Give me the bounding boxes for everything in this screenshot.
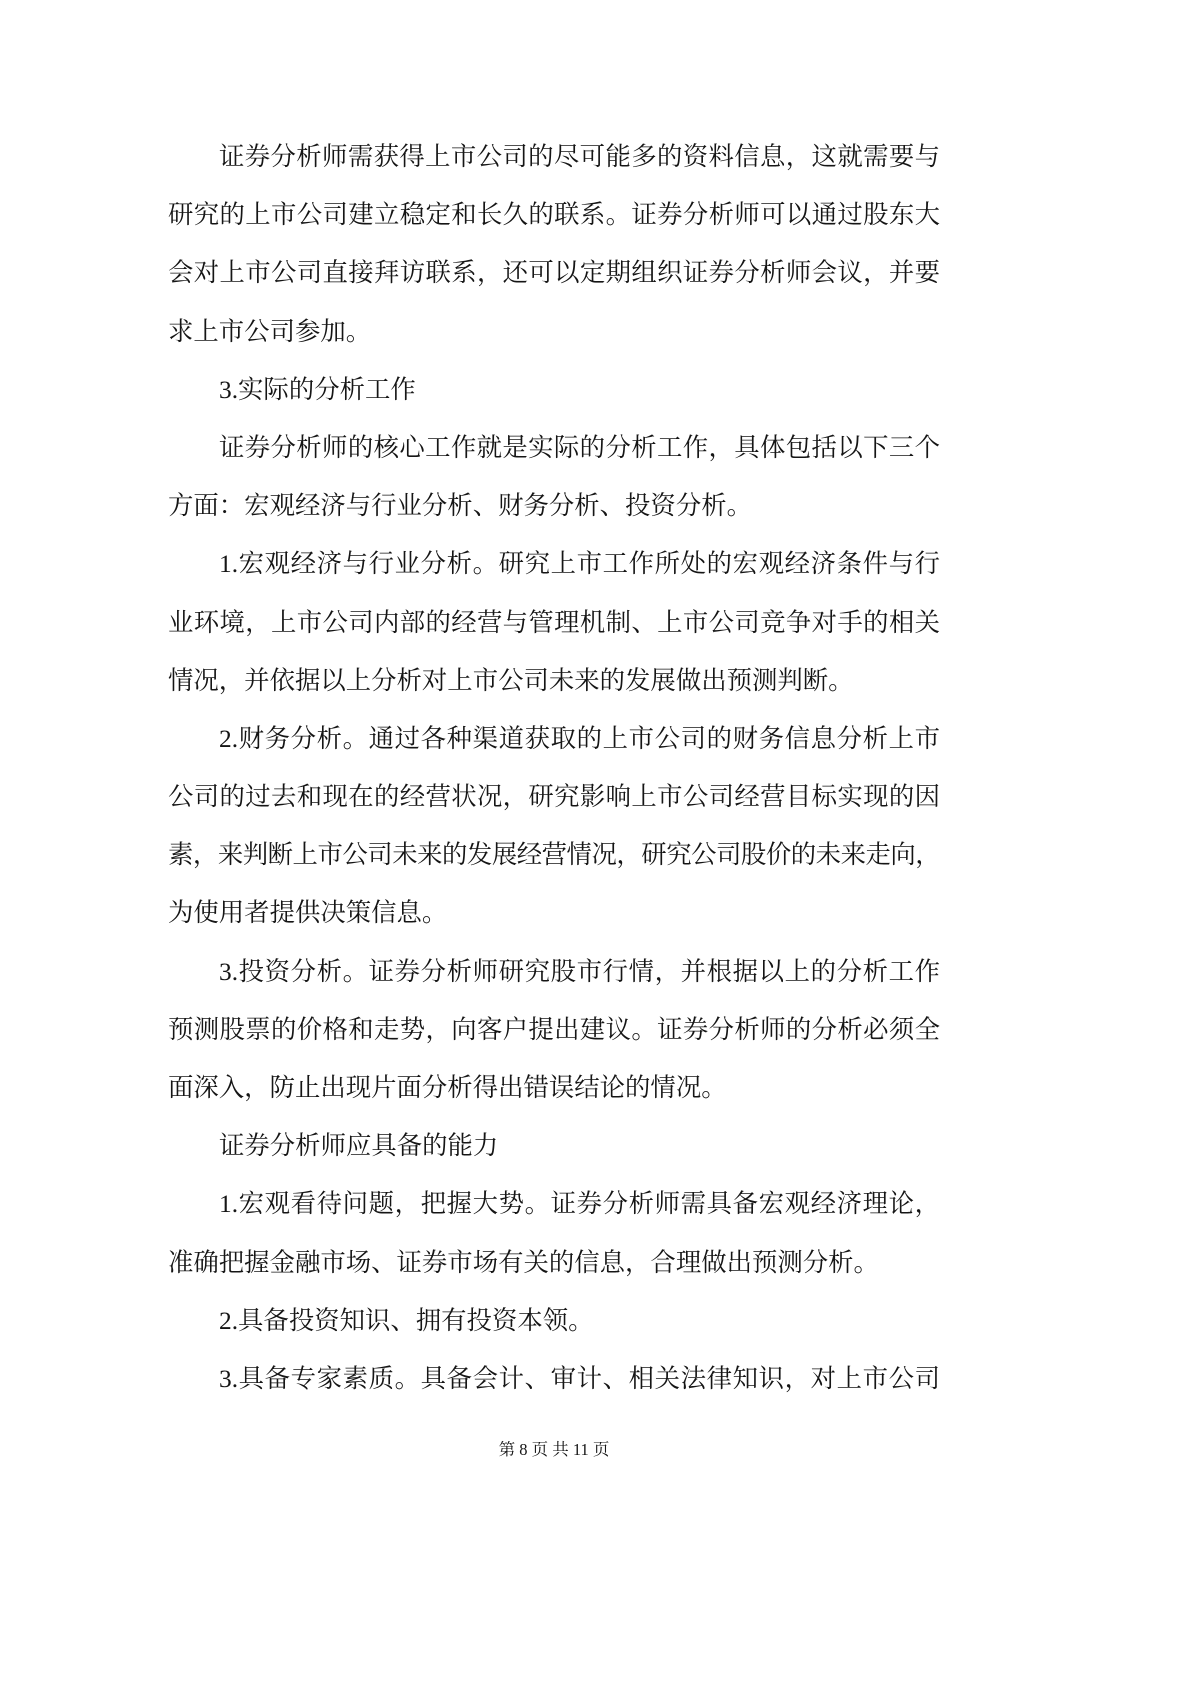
text-line: 预测股票的价格和走势，向客户提出建议。证券分析师的分析必须全 bbox=[168, 1015, 940, 1044]
text-line: 3.具备专家素质。具备会计、审计、相关法律知识，对上市公司 bbox=[219, 1364, 940, 1393]
text-line: 情况，并依据以上分析对上市公司未来的发展做出预测判断。 bbox=[168, 666, 854, 695]
section-heading: 证券分析师应具备的能力 bbox=[219, 1132, 499, 1161]
text-line: 3.投资分析。证券分析师研究股市行情，并根据以上的分析工作 bbox=[219, 957, 940, 986]
paragraph-ability-expert bbox=[168, 1350, 940, 1408]
text-line: 1.宏观看待问题，把握大势。证券分析师需具备宏观经济理论， bbox=[219, 1190, 940, 1219]
paragraph-investment-analysis bbox=[168, 943, 940, 1118]
document-body bbox=[168, 128, 940, 1408]
text-line: 面深入，防止出现片面分析得出错误结论的情况。 bbox=[168, 1074, 727, 1102]
paragraph-macro-analysis bbox=[168, 535, 940, 710]
paragraph-ability-investment bbox=[168, 1292, 940, 1350]
text-line: 2.具备投资知识、拥有投资本领。 bbox=[219, 1306, 594, 1335]
text-line: 公司的过去和现在的经营状况，研究影响上市公司经营目标实现的因 bbox=[168, 783, 940, 812]
paragraph-financial-analysis bbox=[168, 710, 940, 943]
section-heading-analysis-work bbox=[168, 361, 940, 419]
section-heading: 3.实际的分析工作 bbox=[219, 375, 416, 404]
paragraph-ability-macro bbox=[168, 1175, 940, 1291]
section-heading-abilities bbox=[168, 1117, 940, 1175]
text-line: 素，来判断上市公司未来的发展经营情况，研究公司股价的未来走向， bbox=[168, 841, 940, 870]
text-line: 准确把握金融市场、证券市场有关的信息，合理做出预测分析。 bbox=[168, 1248, 879, 1277]
text-line: 求上市公司参加。 bbox=[168, 317, 372, 346]
text-line: 业环境，上市公司内部的经营与管理机制、上市公司竞争对手的相关 bbox=[168, 608, 940, 637]
paragraph-core-work bbox=[168, 419, 940, 535]
text-line: 研究的上市公司建立稳定和长久的联系。证券分析师可以通过股东大 bbox=[168, 201, 940, 230]
text-line: 1.宏观经济与行业分析。研究上市工作所处的宏观经济条件与行 bbox=[219, 550, 940, 579]
text-line: 方面：宏观经济与行业分析、财务分析、投资分析。 bbox=[168, 492, 752, 521]
text-line: 证券分析师的核心工作就是实际的分析工作，具体包括以下三个 bbox=[219, 433, 940, 462]
text-line: 2.财务分析。通过各种渠道获取的上市公司的财务信息分析上市 bbox=[219, 724, 940, 753]
text-line: 会对上市公司直接拜访联系，还可以定期组织证券分析师会议，并要 bbox=[168, 259, 940, 288]
paragraph-analyst-information bbox=[168, 128, 940, 361]
text-line: 证券分析师需获得上市公司的尽可能多的资料信息，这就需要与 bbox=[219, 143, 940, 171]
text-line: 为使用者提供决策信息。 bbox=[168, 899, 448, 928]
page-number-footer: 第 8 页 共 11 页 bbox=[498, 1440, 610, 1459]
